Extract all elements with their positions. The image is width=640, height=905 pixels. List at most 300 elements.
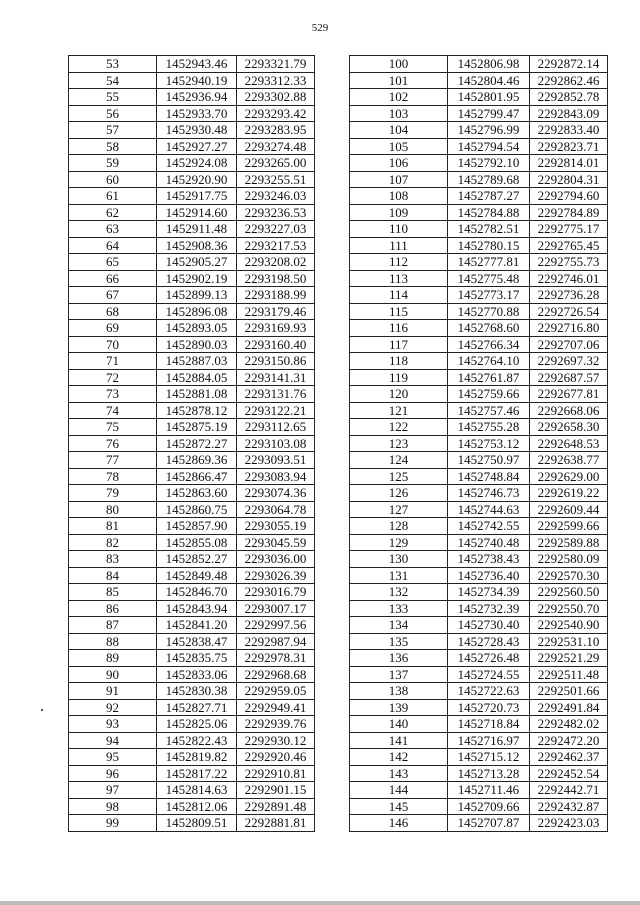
y-coordinate-cell: 2293055.19 — [237, 518, 315, 535]
y-coordinate-cell: 2292550.70 — [530, 600, 608, 617]
table-row — [350, 72, 608, 89]
y-coordinate-cell: 2293227.03 — [237, 221, 315, 238]
y-coordinate-cell: 2292862.46 — [530, 72, 608, 89]
table-row — [350, 551, 608, 568]
x-coordinate-cell: 1452711.46 — [448, 782, 530, 799]
y-coordinate-cell: 2293283.95 — [237, 122, 315, 139]
table-row — [69, 683, 315, 700]
table-row — [350, 501, 608, 518]
y-coordinate-cell: 2292697.32 — [530, 353, 608, 370]
x-coordinate-cell: 1452720.73 — [448, 699, 530, 716]
x-coordinate-cell: 1452830.38 — [157, 683, 237, 700]
x-coordinate-cell: 1452817.22 — [157, 765, 237, 782]
x-coordinate-cell: 1452738.43 — [448, 551, 530, 568]
point-number-cell: 113 — [350, 270, 448, 287]
y-coordinate-cell: 2292997.56 — [237, 617, 315, 634]
y-coordinate-cell: 2292804.31 — [530, 171, 608, 188]
table-row — [69, 56, 315, 73]
table-row — [350, 336, 608, 353]
point-number-cell: 121 — [350, 402, 448, 419]
x-coordinate-cell: 1452914.60 — [157, 204, 237, 221]
table-row — [350, 732, 608, 749]
table-row — [350, 666, 608, 683]
y-coordinate-cell: 2293179.46 — [237, 303, 315, 320]
x-coordinate-cell: 1452866.47 — [157, 468, 237, 485]
point-number-cell: 144 — [350, 782, 448, 799]
point-number-cell: 102 — [350, 89, 448, 106]
x-coordinate-cell: 1452744.63 — [448, 501, 530, 518]
point-number-cell: 60 — [69, 171, 157, 188]
point-number-cell: 68 — [69, 303, 157, 320]
y-coordinate-cell: 2292736.28 — [530, 287, 608, 304]
y-coordinate-cell: 2293169.93 — [237, 320, 315, 337]
y-coordinate-cell: 2292823.71 — [530, 138, 608, 155]
point-number-cell: 130 — [350, 551, 448, 568]
x-coordinate-cell: 1452872.27 — [157, 435, 237, 452]
table-row — [69, 485, 315, 502]
y-coordinate-cell: 2292726.54 — [530, 303, 608, 320]
y-coordinate-cell: 2292570.30 — [530, 567, 608, 584]
point-number-cell: 131 — [350, 567, 448, 584]
point-number-cell: 61 — [69, 188, 157, 205]
x-coordinate-cell: 1452746.73 — [448, 485, 530, 502]
x-coordinate-cell: 1452780.15 — [448, 237, 530, 254]
y-coordinate-cell: 2292540.90 — [530, 617, 608, 634]
x-coordinate-cell: 1452833.06 — [157, 666, 237, 683]
table-row — [69, 221, 315, 238]
point-number-cell: 104 — [350, 122, 448, 139]
table-row — [350, 221, 608, 238]
point-number-cell: 70 — [69, 336, 157, 353]
point-number-cell: 142 — [350, 749, 448, 766]
point-number-cell: 127 — [350, 501, 448, 518]
y-coordinate-cell: 2293312.33 — [237, 72, 315, 89]
table-row — [350, 716, 608, 733]
scan-speck — [41, 709, 43, 711]
y-coordinate-cell: 2292794.60 — [530, 188, 608, 205]
point-number-cell: 84 — [69, 567, 157, 584]
y-coordinate-cell: 2292784.89 — [530, 204, 608, 221]
y-coordinate-cell: 2292755.73 — [530, 254, 608, 271]
point-number-cell: 72 — [69, 369, 157, 386]
point-number-cell: 74 — [69, 402, 157, 419]
table-row — [69, 402, 315, 419]
x-coordinate-cell: 1452896.08 — [157, 303, 237, 320]
x-coordinate-cell: 1452905.27 — [157, 254, 237, 271]
point-number-cell: 94 — [69, 732, 157, 749]
table-row — [69, 798, 315, 815]
x-coordinate-cell: 1452770.88 — [448, 303, 530, 320]
point-number-cell: 103 — [350, 105, 448, 122]
y-coordinate-cell: 2292746.01 — [530, 270, 608, 287]
x-coordinate-cell: 1452740.48 — [448, 534, 530, 551]
table-row — [350, 171, 608, 188]
x-coordinate-cell: 1452734.39 — [448, 584, 530, 601]
y-coordinate-cell: 2292687.57 — [530, 369, 608, 386]
point-number-cell: 75 — [69, 419, 157, 436]
table-row — [350, 105, 608, 122]
point-number-cell: 88 — [69, 633, 157, 650]
point-number-cell: 83 — [69, 551, 157, 568]
x-coordinate-cell: 1452902.19 — [157, 270, 237, 287]
y-coordinate-cell: 2292765.45 — [530, 237, 608, 254]
x-coordinate-cell: 1452827.71 — [157, 699, 237, 716]
table-row — [69, 171, 315, 188]
y-coordinate-cell: 2293302.88 — [237, 89, 315, 106]
table-row — [350, 815, 608, 832]
table-row — [69, 89, 315, 106]
x-coordinate-cell: 1452804.46 — [448, 72, 530, 89]
table-row — [350, 534, 608, 551]
x-coordinate-cell: 1452869.36 — [157, 452, 237, 469]
point-number-cell: 99 — [69, 815, 157, 832]
y-coordinate-cell: 2293160.40 — [237, 336, 315, 353]
point-number-cell: 56 — [69, 105, 157, 122]
x-coordinate-cell: 1452911.48 — [157, 221, 237, 238]
point-number-cell: 69 — [69, 320, 157, 337]
x-coordinate-cell: 1452863.60 — [157, 485, 237, 502]
y-coordinate-cell: 2292775.17 — [530, 221, 608, 238]
x-coordinate-cell: 1452893.05 — [157, 320, 237, 337]
y-coordinate-cell: 2292521.29 — [530, 650, 608, 667]
point-number-cell: 81 — [69, 518, 157, 535]
y-coordinate-cell: 2292599.66 — [530, 518, 608, 535]
x-coordinate-cell: 1452846.70 — [157, 584, 237, 601]
point-number-cell: 123 — [350, 435, 448, 452]
x-coordinate-cell: 1452787.27 — [448, 188, 530, 205]
point-number-cell: 96 — [69, 765, 157, 782]
point-number-cell: 143 — [350, 765, 448, 782]
x-coordinate-cell: 1452759.66 — [448, 386, 530, 403]
x-coordinate-cell: 1452724.55 — [448, 666, 530, 683]
y-coordinate-cell: 2292501.66 — [530, 683, 608, 700]
x-coordinate-cell: 1452707.87 — [448, 815, 530, 832]
table-row — [350, 749, 608, 766]
table-row — [350, 633, 608, 650]
x-coordinate-cell: 1452748.84 — [448, 468, 530, 485]
y-coordinate-cell: 2292901.15 — [237, 782, 315, 799]
x-coordinate-cell: 1452732.39 — [448, 600, 530, 617]
coordinates-table-left-body — [69, 56, 315, 832]
y-coordinate-cell: 2293198.50 — [237, 270, 315, 287]
table-row — [350, 287, 608, 304]
y-coordinate-cell: 2292852.78 — [530, 89, 608, 106]
point-number-cell: 53 — [69, 56, 157, 73]
x-coordinate-cell: 1452843.94 — [157, 600, 237, 617]
point-number-cell: 79 — [69, 485, 157, 502]
point-number-cell: 117 — [350, 336, 448, 353]
point-number-cell: 137 — [350, 666, 448, 683]
x-coordinate-cell: 1452768.60 — [448, 320, 530, 337]
point-number-cell: 122 — [350, 419, 448, 436]
point-number-cell: 97 — [69, 782, 157, 799]
page-number: 529 — [311, 22, 329, 34]
y-coordinate-cell: 2292668.06 — [530, 402, 608, 419]
point-number-cell: 116 — [350, 320, 448, 337]
x-coordinate-cell: 1452917.75 — [157, 188, 237, 205]
point-number-cell: 108 — [350, 188, 448, 205]
y-coordinate-cell: 2292920.46 — [237, 749, 315, 766]
point-number-cell: 55 — [69, 89, 157, 106]
x-coordinate-cell: 1452940.19 — [157, 72, 237, 89]
x-coordinate-cell: 1452930.48 — [157, 122, 237, 139]
point-number-cell: 67 — [69, 287, 157, 304]
x-coordinate-cell: 1452764.10 — [448, 353, 530, 370]
table-row — [350, 518, 608, 535]
table-row — [69, 320, 315, 337]
y-coordinate-cell: 2293236.53 — [237, 204, 315, 221]
point-number-cell: 136 — [350, 650, 448, 667]
y-coordinate-cell: 2292580.09 — [530, 551, 608, 568]
table-row — [69, 452, 315, 469]
point-number-cell: 78 — [69, 468, 157, 485]
x-coordinate-cell: 1452715.12 — [448, 749, 530, 766]
point-number-cell: 109 — [350, 204, 448, 221]
x-coordinate-cell: 1452806.98 — [448, 56, 530, 73]
y-coordinate-cell: 2293103.08 — [237, 435, 315, 452]
point-number-cell: 98 — [69, 798, 157, 815]
x-coordinate-cell: 1452860.75 — [157, 501, 237, 518]
y-coordinate-cell: 2292432.87 — [530, 798, 608, 815]
x-coordinate-cell: 1452761.87 — [448, 369, 530, 386]
table-row — [350, 765, 608, 782]
x-coordinate-cell: 1452755.28 — [448, 419, 530, 436]
table-row — [350, 188, 608, 205]
x-coordinate-cell: 1452722.63 — [448, 683, 530, 700]
point-number-cell: 71 — [69, 353, 157, 370]
x-coordinate-cell: 1452809.51 — [157, 815, 237, 832]
y-coordinate-cell: 2292472.20 — [530, 732, 608, 749]
point-number-cell: 110 — [350, 221, 448, 238]
x-coordinate-cell: 1452753.12 — [448, 435, 530, 452]
y-coordinate-cell: 2292959.05 — [237, 683, 315, 700]
point-number-cell: 62 — [69, 204, 157, 221]
x-coordinate-cell: 1452943.46 — [157, 56, 237, 73]
table-row — [350, 798, 608, 815]
table-row — [69, 122, 315, 139]
y-coordinate-cell: 2292910.81 — [237, 765, 315, 782]
coordinates-table-right — [349, 55, 608, 832]
table-row — [69, 353, 315, 370]
table-row — [350, 122, 608, 139]
y-coordinate-cell: 2292491.84 — [530, 699, 608, 716]
point-number-cell: 100 — [350, 56, 448, 73]
x-coordinate-cell: 1452908.36 — [157, 237, 237, 254]
table-row — [69, 468, 315, 485]
y-coordinate-cell: 2292423.03 — [530, 815, 608, 832]
point-number-cell: 146 — [350, 815, 448, 832]
x-coordinate-cell: 1452750.97 — [448, 452, 530, 469]
point-number-cell: 54 — [69, 72, 157, 89]
table-row — [69, 732, 315, 749]
y-coordinate-cell: 2293274.48 — [237, 138, 315, 155]
table-row — [350, 89, 608, 106]
point-number-cell: 80 — [69, 501, 157, 518]
point-number-cell: 89 — [69, 650, 157, 667]
y-coordinate-cell: 2292987.94 — [237, 633, 315, 650]
table-row — [69, 782, 315, 799]
y-coordinate-cell: 2292872.14 — [530, 56, 608, 73]
y-coordinate-cell: 2292638.77 — [530, 452, 608, 469]
y-coordinate-cell: 2292589.88 — [530, 534, 608, 551]
x-coordinate-cell: 1452875.19 — [157, 419, 237, 436]
x-coordinate-cell: 1452899.13 — [157, 287, 237, 304]
y-coordinate-cell: 2292609.44 — [530, 501, 608, 518]
y-coordinate-cell: 2293131.76 — [237, 386, 315, 403]
table-row — [69, 287, 315, 304]
table-row — [350, 320, 608, 337]
table-row — [69, 716, 315, 733]
point-number-cell: 139 — [350, 699, 448, 716]
x-coordinate-cell: 1452884.05 — [157, 369, 237, 386]
table-row — [350, 386, 608, 403]
table-row — [69, 105, 315, 122]
point-number-cell: 107 — [350, 171, 448, 188]
point-number-cell: 112 — [350, 254, 448, 271]
point-number-cell: 140 — [350, 716, 448, 733]
table-row — [350, 600, 608, 617]
point-number-cell: 126 — [350, 485, 448, 502]
y-coordinate-cell: 2292716.80 — [530, 320, 608, 337]
scan-bottom-edge — [0, 901, 640, 905]
x-coordinate-cell: 1452766.34 — [448, 336, 530, 353]
x-coordinate-cell: 1452777.81 — [448, 254, 530, 271]
table-row — [350, 699, 608, 716]
x-coordinate-cell: 1452757.46 — [448, 402, 530, 419]
point-number-cell: 86 — [69, 600, 157, 617]
x-coordinate-cell: 1452726.48 — [448, 650, 530, 667]
point-number-cell: 101 — [350, 72, 448, 89]
point-number-cell: 95 — [69, 749, 157, 766]
x-coordinate-cell: 1452852.27 — [157, 551, 237, 568]
table-row — [350, 584, 608, 601]
y-coordinate-cell: 2292511.48 — [530, 666, 608, 683]
y-coordinate-cell: 2292442.71 — [530, 782, 608, 799]
table-row — [69, 155, 315, 172]
x-coordinate-cell: 1452801.95 — [448, 89, 530, 106]
coordinates-table-right-body — [350, 56, 608, 832]
y-coordinate-cell: 2293064.78 — [237, 501, 315, 518]
y-coordinate-cell: 2293217.53 — [237, 237, 315, 254]
point-number-cell: 105 — [350, 138, 448, 155]
table-row — [69, 386, 315, 403]
x-coordinate-cell: 1452775.48 — [448, 270, 530, 287]
y-coordinate-cell: 2293255.51 — [237, 171, 315, 188]
point-number-cell: 120 — [350, 386, 448, 403]
table-row — [350, 435, 608, 452]
table-row — [69, 188, 315, 205]
point-number-cell: 128 — [350, 518, 448, 535]
table-row — [69, 666, 315, 683]
point-number-cell: 59 — [69, 155, 157, 172]
x-coordinate-cell: 1452927.27 — [157, 138, 237, 155]
x-coordinate-cell: 1452819.82 — [157, 749, 237, 766]
coordinates-table-left — [68, 55, 315, 832]
x-coordinate-cell: 1452789.68 — [448, 171, 530, 188]
table-row — [69, 815, 315, 832]
point-number-cell: 66 — [69, 270, 157, 287]
x-coordinate-cell: 1452718.84 — [448, 716, 530, 733]
x-coordinate-cell: 1452730.40 — [448, 617, 530, 634]
x-coordinate-cell: 1452709.66 — [448, 798, 530, 815]
point-number-cell: 133 — [350, 600, 448, 617]
y-coordinate-cell: 2293083.94 — [237, 468, 315, 485]
table-row — [350, 782, 608, 799]
x-coordinate-cell: 1452881.08 — [157, 386, 237, 403]
x-coordinate-cell: 1452936.94 — [157, 89, 237, 106]
y-coordinate-cell: 2292833.40 — [530, 122, 608, 139]
x-coordinate-cell: 1452742.55 — [448, 518, 530, 535]
table-row — [69, 369, 315, 386]
y-coordinate-cell: 2293074.36 — [237, 485, 315, 502]
x-coordinate-cell: 1452841.20 — [157, 617, 237, 634]
table-row — [350, 155, 608, 172]
y-coordinate-cell: 2292814.01 — [530, 155, 608, 172]
x-coordinate-cell: 1452736.40 — [448, 567, 530, 584]
point-number-cell: 77 — [69, 452, 157, 469]
y-coordinate-cell: 2292707.06 — [530, 336, 608, 353]
point-number-cell: 64 — [69, 237, 157, 254]
point-number-cell: 76 — [69, 435, 157, 452]
point-number-cell: 124 — [350, 452, 448, 469]
table-row — [69, 336, 315, 353]
y-coordinate-cell: 2293112.65 — [237, 419, 315, 436]
x-coordinate-cell: 1452716.97 — [448, 732, 530, 749]
table-row — [350, 402, 608, 419]
y-coordinate-cell: 2292939.76 — [237, 716, 315, 733]
y-coordinate-cell: 2292560.50 — [530, 584, 608, 601]
table-row — [69, 270, 315, 287]
x-coordinate-cell: 1452857.90 — [157, 518, 237, 535]
table-row — [69, 419, 315, 436]
table-row — [350, 303, 608, 320]
y-coordinate-cell: 2292629.00 — [530, 468, 608, 485]
point-number-cell: 114 — [350, 287, 448, 304]
x-coordinate-cell: 1452784.88 — [448, 204, 530, 221]
point-number-cell: 115 — [350, 303, 448, 320]
point-number-cell: 87 — [69, 617, 157, 634]
point-number-cell: 85 — [69, 584, 157, 601]
table-row — [69, 633, 315, 650]
x-coordinate-cell: 1452835.75 — [157, 650, 237, 667]
x-coordinate-cell: 1452924.08 — [157, 155, 237, 172]
point-number-cell: 111 — [350, 237, 448, 254]
point-number-cell: 135 — [350, 633, 448, 650]
x-coordinate-cell: 1452782.51 — [448, 221, 530, 238]
x-coordinate-cell: 1452849.48 — [157, 567, 237, 584]
y-coordinate-cell: 2293036.00 — [237, 551, 315, 568]
x-coordinate-cell: 1452822.43 — [157, 732, 237, 749]
table-row — [69, 237, 315, 254]
point-number-cell: 73 — [69, 386, 157, 403]
table-row — [69, 303, 315, 320]
point-number-cell: 129 — [350, 534, 448, 551]
table-row — [350, 419, 608, 436]
y-coordinate-cell: 2292531.10 — [530, 633, 608, 650]
y-coordinate-cell: 2293188.99 — [237, 287, 315, 304]
y-coordinate-cell: 2293246.03 — [237, 188, 315, 205]
point-number-cell: 65 — [69, 254, 157, 271]
y-coordinate-cell: 2293026.39 — [237, 567, 315, 584]
point-number-cell: 90 — [69, 666, 157, 683]
table-row — [350, 468, 608, 485]
table-row — [69, 254, 315, 271]
y-coordinate-cell: 2293122.21 — [237, 402, 315, 419]
point-number-cell: 82 — [69, 534, 157, 551]
y-coordinate-cell: 2293208.02 — [237, 254, 315, 271]
y-coordinate-cell: 2292619.22 — [530, 485, 608, 502]
table-row — [69, 617, 315, 634]
